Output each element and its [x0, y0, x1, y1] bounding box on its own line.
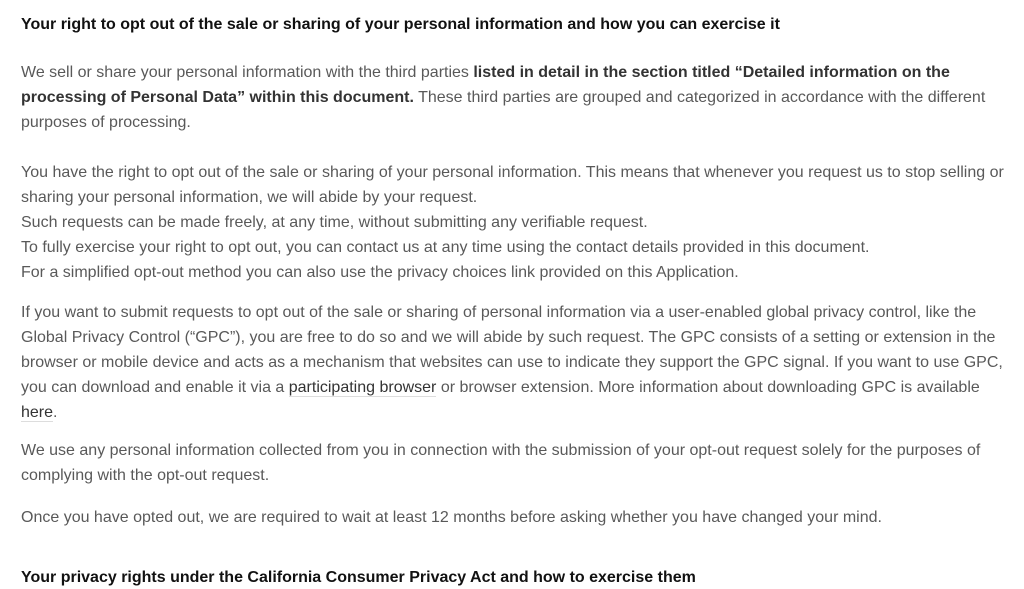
paragraph-right-to-opt-out: [21, 160, 1011, 285]
participating-browser-link[interactable]: participating browser: [288, 379, 437, 396]
text: If you want to submit requests to opt out of the sale or sharing of personal information via a user-enabled global privacy control, like the Global Privacy Control (“GPC”), you are free to do so and we will abide by such request. The GPC consists of a setting or extension in the browser or mobile device and acts as a mechanism that websites can use to indicate they support the GPC signal. If you want to use GPC, you can download and enable it via a: [21, 304, 1003, 396]
section-heading-ccpa: Your privacy rights under the California Consumer Privacy Act and how to exercise them: [21, 569, 696, 586]
bold-text: listed in detail in the section titled “Detailed information on the processing of Personal Data” within this document.: [21, 64, 950, 106]
text: or browser extension. More information about downloading GPC is available: [436, 379, 980, 396]
document-body: [21, 14, 1011, 589]
paragraph-data-use: We use any personal information collected from you in connection with the submission of your opt-out request solely for the purposes of complying with the opt-out request.: [21, 442, 981, 484]
text: .: [53, 404, 58, 421]
text: You have the right to opt out of the sale or sharing of your personal information. This means that whenever you request us to stop selling or sharing your personal information, we will abide by your request.: [21, 164, 1004, 206]
text: Such requests can be made freely, at any time, without submitting any verifiable request.: [21, 214, 648, 231]
here-link[interactable]: here: [21, 404, 54, 421]
paragraph-waiting-period: Once you have opted out, we are required to wait at least 12 months before asking whether you have changed your mind.: [21, 509, 882, 526]
section-heading-opt-out: Your right to opt out of the sale or sharing of your personal information and how you can exercise it: [21, 16, 780, 33]
paragraph-third-parties: [21, 60, 1011, 135]
text: To fully exercise your right to opt out, you can contact us at any time using the contact details provided in this document.: [21, 239, 870, 256]
text: These third parties are grouped and categorized in accordance with the different purposes of processing.: [21, 89, 986, 131]
paragraph-gpc: [21, 300, 1011, 425]
text: For a simplified opt-out method you can also use the privacy choices link provided on this Application.: [21, 264, 739, 281]
text: We sell or share your personal information with the third parties: [21, 64, 474, 81]
